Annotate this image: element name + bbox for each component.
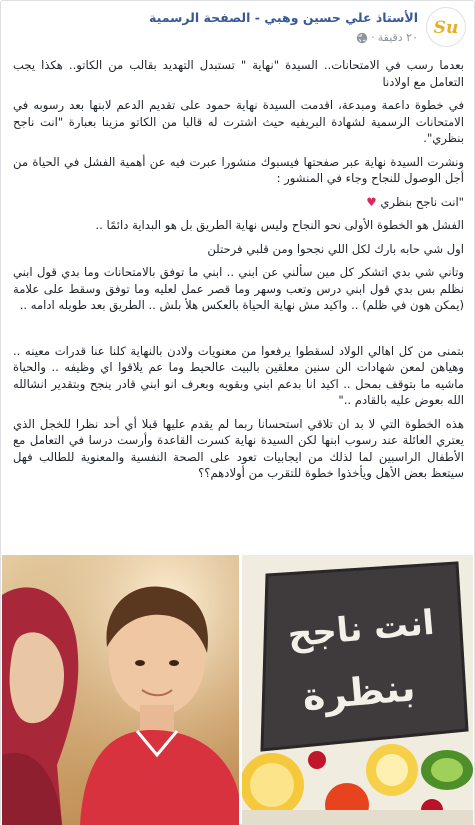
spacer	[13, 321, 464, 343]
post-text	[13, 57, 464, 489]
post-paragraph-2: في خطوة داعمة ومبدعة، اقدمت السيدة نهاية حمود على تقديم الدعم لابنها بعد رسوبه في الامتحانات الرسمية لشهادة البريفيه حيث اشترت له قالبا من الكاتو مزينا بعبارة "انت ناجح بنظري".	[13, 98, 464, 145]
post-paragraph-7: وتاني شي بدي اتشكر كل مين سألني عن ابني .. ابني ما توفق بالامتحانات وما بدي قول ابني نظلم بس بدي قول ابني درس وتعب وسهر وما قصر عمل لعليه وما توفق وسقط على علامة (يمكن هون في ظلم) .. واكيد مش نهاية الحياة بالعكس هلأ بلش .. الطريق بعد طويله ادامه ..	[13, 265, 464, 312]
page-name-link[interactable]: الأستاذ علي حسين وهبي - الصفحة الرسمية	[149, 10, 418, 25]
quote-text: "انت ناجح بنظري	[380, 194, 464, 209]
globe-icon[interactable]	[356, 32, 368, 44]
post-quote-line	[13, 194, 464, 211]
post-photos	[2, 555, 473, 825]
post-paragraph-9: هذه الخطوة التي لا بد ان تلاقي استحسانا ربما لم يقدم عليها قبلا أي أحد نظرا للخجل الذي يعتري العائلة عند رسوب ابنها لكن السيدة نهاية كسرت القاعدة وأرست درسا في التعامل مع الأطفال الراسبين لما لذلك من ايجابيات تعود على الصحة النفسية والمعنوية للطالب فهل سيتعظ بعض الأهل ويأخذوا خطوة للتقرب من أولادهم؟؟	[13, 416, 464, 480]
mother-son-image	[2, 555, 239, 825]
cake-image	[242, 555, 473, 825]
cake-text-line2: بنظرة	[300, 665, 418, 719]
post-paragraph-3: ونشرت السيدة نهاية عبر صفحتها فيسبوك منشورا عبرت فيه عن أهمية الفشل في الحياة من أجل الوصول للنجاح وجاء في المنشور :	[13, 154, 464, 185]
post-paragraph-6: اول شي حابه بارك لكل اللي نجحوا ومن قلبي فرحتلن	[207, 241, 464, 256]
cake-text-line1: انت ناجح	[286, 602, 436, 656]
logo-icon	[427, 8, 465, 46]
heart-icon: ♥	[366, 194, 377, 209]
post-time[interactable]: ٢٠ دقيقة	[377, 31, 418, 44]
photo-cake[interactable]	[242, 555, 473, 825]
photo-mother-son[interactable]	[2, 555, 239, 825]
page-avatar[interactable]	[426, 7, 466, 47]
svg-text:Su: Su	[433, 18, 459, 38]
post-header	[9, 5, 466, 55]
post-paragraph-1: بعدما رسب في الامتحانات.. السيدة "نهاية " تستبدل التهديد بقالب من الكاتو.. هكذا يجب التعامل مع اولادنا	[13, 58, 464, 89]
post-meta: ٢٠ دقيقة ·	[149, 31, 418, 44]
post-paragraph-8: بتمنى من كل اهالي الولاد لسقطوا يرفعوا من معنويات ولادن بالنهاية كلنا عنا قدرات معينه .. وهياهن لمعن شهادات الن سنين معلقين بالبيت عالحيط وما عم يلاقوا اي وظيفه .. والحياة ماشيه ما بتوقف بمحل .. اكيد انا بدعم ابني وبقويه وبعرف انو ابني قادر ينجح وبتقدير انشالله الله بعوض عليه بالقادم .."	[13, 343, 464, 407]
post-paragraph-5: الفشل هو الخطوة الأولى نحو النجاح وليس نهاية الطريق بل هو البداية دائمًا ..	[95, 218, 464, 232]
